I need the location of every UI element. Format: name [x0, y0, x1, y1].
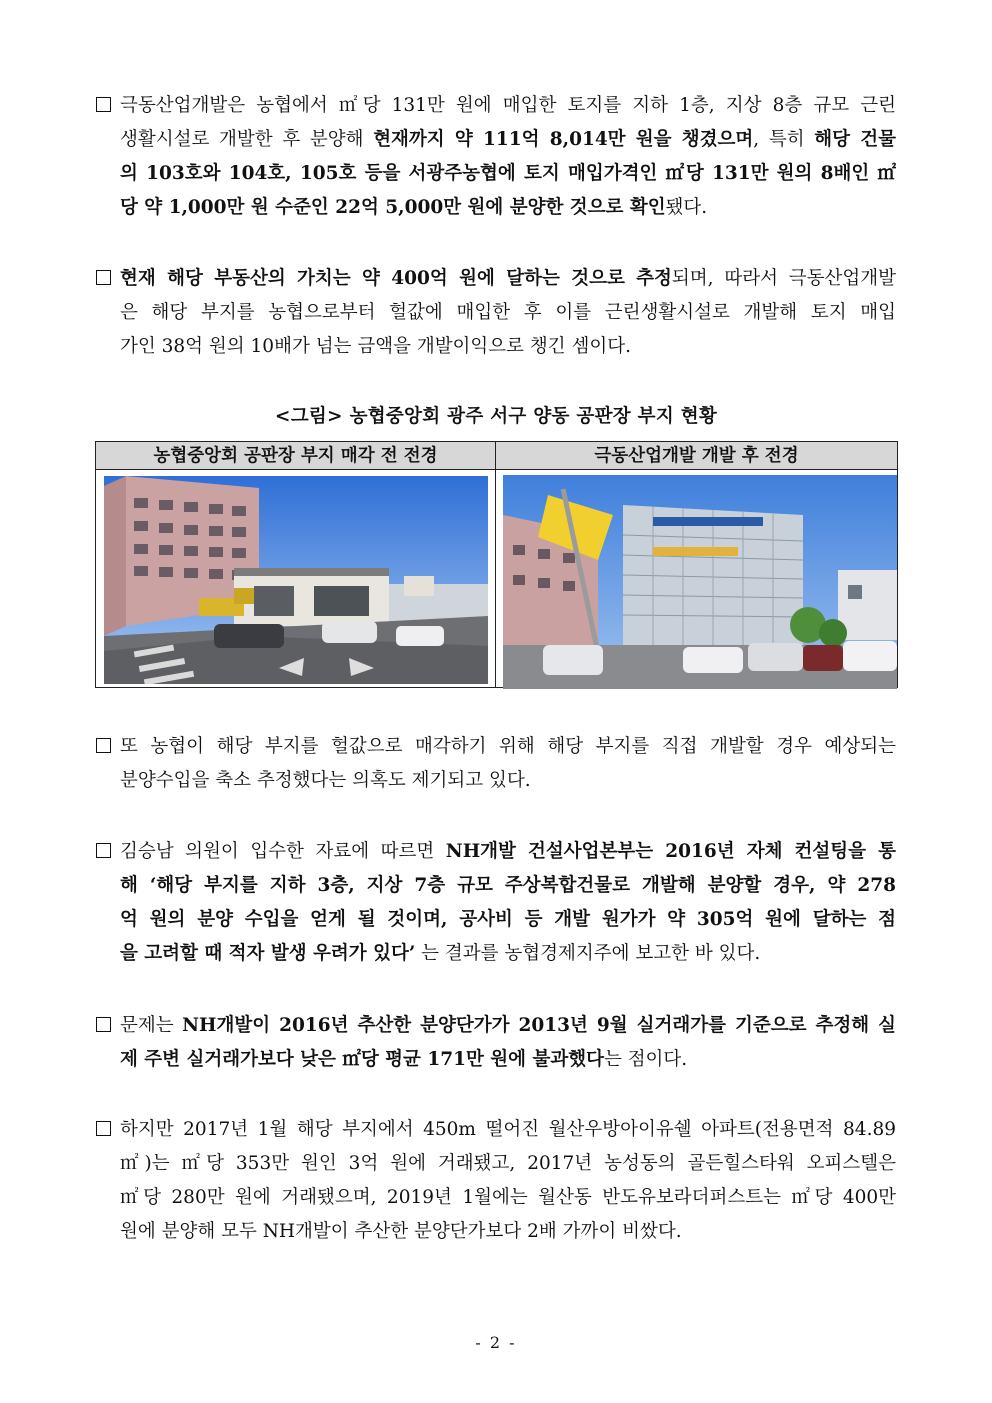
bold-text-run: NH개발이 2016년 추산한 분양단가가 2013년 9월 실거래가를 기준으로 추정해 실: [182, 1015, 896, 1036]
text-run: , 특히: [753, 129, 815, 150]
paragraph-line: [96, 330, 896, 364]
paragraph-line: [96, 89, 896, 123]
paragraph-line: [96, 262, 896, 296]
paragraph-line: [96, 1215, 896, 1249]
bold-text-run: 해당 건물: [814, 129, 897, 150]
checkbox-square-icon: [96, 843, 111, 858]
building-photo-image: [503, 475, 897, 689]
checkbox-square-icon: [96, 1121, 111, 1136]
paragraph-2: [96, 262, 896, 364]
paragraph-line: [96, 123, 896, 157]
text-run: 가인 38억 원의 10배가 넘는 금액을 개발이익으로 챙긴 셈이다.: [120, 336, 632, 357]
checkbox-square-icon: [96, 97, 111, 112]
figure-table: [95, 441, 898, 688]
paragraph-line: [96, 191, 896, 225]
text-run: 는 결과를 농협경제지주에 보고한 바 있다.: [421, 943, 761, 964]
bold-text-run: 현재 해당 부동산의 가치는 약 400억 원에 달하는 것으로 추정: [120, 268, 672, 289]
photo-after-development: [503, 475, 897, 689]
paragraph-5: [96, 1009, 896, 1077]
figure-cell-before: [96, 470, 496, 687]
text-run: 또 농협이 해당 부지를 헐값으로 매각하기 위해 해당 부지를 직접 개발할 경우 예상되는: [120, 736, 896, 757]
bold-text-run: 을 고려할 때 적자 발생 우려가 있다’: [120, 943, 416, 964]
figure-caption: <그림> 농협중앙회 광주 서구 양동 공판장 부지 현황: [274, 406, 718, 427]
paragraph-line: [96, 296, 896, 330]
text-run: 생활시설로 개발한 후 분양해: [120, 129, 374, 150]
paragraph-6: [96, 1113, 896, 1249]
bold-text-run: 해 ‘해당 부지를 지하 3층, 지상 7층 규모 주상복합건물로 개발해 분양할 경우, 약 278: [120, 875, 896, 896]
figure-cell-after: [496, 470, 897, 687]
street-photo-image: [104, 476, 488, 684]
bold-text-run: NH개발 건설사업본부는 2016년 자체 컨설팅을 통: [445, 841, 897, 862]
text-run: 분양수입을 축소 추정했다는 의혹도 제기되고 있다.: [120, 770, 531, 791]
paragraph-line: [96, 730, 896, 764]
text-run: ㎡당 280만 원에 거래됐으며, 2019년 1월에는 월산동 반도유보라더퍼스트는 ㎡당 400만: [120, 1187, 896, 1208]
paragraph-line: [96, 937, 896, 971]
text-run: 문제는: [120, 1015, 183, 1036]
bold-text-run: 당 약 1,000만 원 수준인 22억 5,000만 원에 분양한 것으로 확인: [120, 197, 666, 218]
paragraph-line: [96, 764, 896, 798]
checkbox-square-icon: [96, 738, 111, 753]
text-run: 됐다.: [665, 197, 708, 218]
paragraph-3: [96, 730, 896, 798]
paragraph-1: [96, 89, 896, 225]
bold-text-run: 현재까지 약 111억 8,014만 원을 챙겼으며: [373, 129, 754, 150]
figure-header-after: 극동산업개발 개발 후 전경: [496, 442, 897, 470]
paragraph-line: [96, 157, 896, 191]
paragraph-line: [96, 835, 896, 869]
paragraph-4: [96, 835, 896, 971]
page-number: - 2 -: [475, 1333, 517, 1352]
bold-text-run: 억 원의 분양 수입을 얻게 될 것이며, 공사비 등 개발 원가가 약 305억 원에 달하는 점: [120, 909, 896, 930]
paragraph-line: [96, 903, 896, 937]
text-run: 원에 분양해 모두 NH개발이 추산한 분양단가보다 2배 가까이 비쌌다.: [120, 1221, 682, 1242]
checkbox-square-icon: [96, 1017, 111, 1032]
photo-before-sale: [104, 476, 488, 684]
paragraph-line: [96, 1113, 896, 1147]
bold-text-run: 제 주변 실거래가보다 낮은 ㎡당 평균 171만 원에 불과했다: [120, 1049, 604, 1070]
paragraph-line: [96, 1009, 896, 1043]
text-run: 하지만 2017년 1월 해당 부지에서 450m 떨어진 월산우방아이유쉘 아파트(전용면적 84.89: [120, 1119, 896, 1140]
text-run: 은 해당 부지를 농협으로부터 헐값에 매입한 후 이를 근린생활시설로 개발해 토지 매입: [120, 302, 896, 323]
text-run: ㎡)는 ㎡당 353만 원인 3억 원에 거래됐고, 2017년 농성동의 골든힐스타워 오피스텔은: [120, 1153, 896, 1174]
checkbox-square-icon: [96, 270, 111, 285]
text-run: 되며, 따라서 극동산업개발: [671, 268, 896, 289]
bold-text-run: 의 103호와 104호, 105호 등을 서광주농협에 토지 매입가격인 ㎡당 131만 원의 8배인 ㎡: [120, 163, 896, 184]
paragraph-line: [96, 1043, 896, 1077]
paragraph-line: [96, 1181, 896, 1215]
paragraph-line: [96, 869, 896, 903]
text-run: 극동산업개발은 농협에서 ㎡당 131만 원에 매입한 토지를 지하 1층, 지상 8층 규모 근린: [120, 95, 896, 116]
text-run: 김승남 의원이 입수한 자료에 따르면: [120, 841, 446, 862]
figure-header-before: 농협중앙회 공판장 부지 매각 전 전경: [96, 442, 496, 470]
paragraph-line: [96, 1147, 896, 1181]
text-run: 는 점이다.: [603, 1049, 688, 1070]
